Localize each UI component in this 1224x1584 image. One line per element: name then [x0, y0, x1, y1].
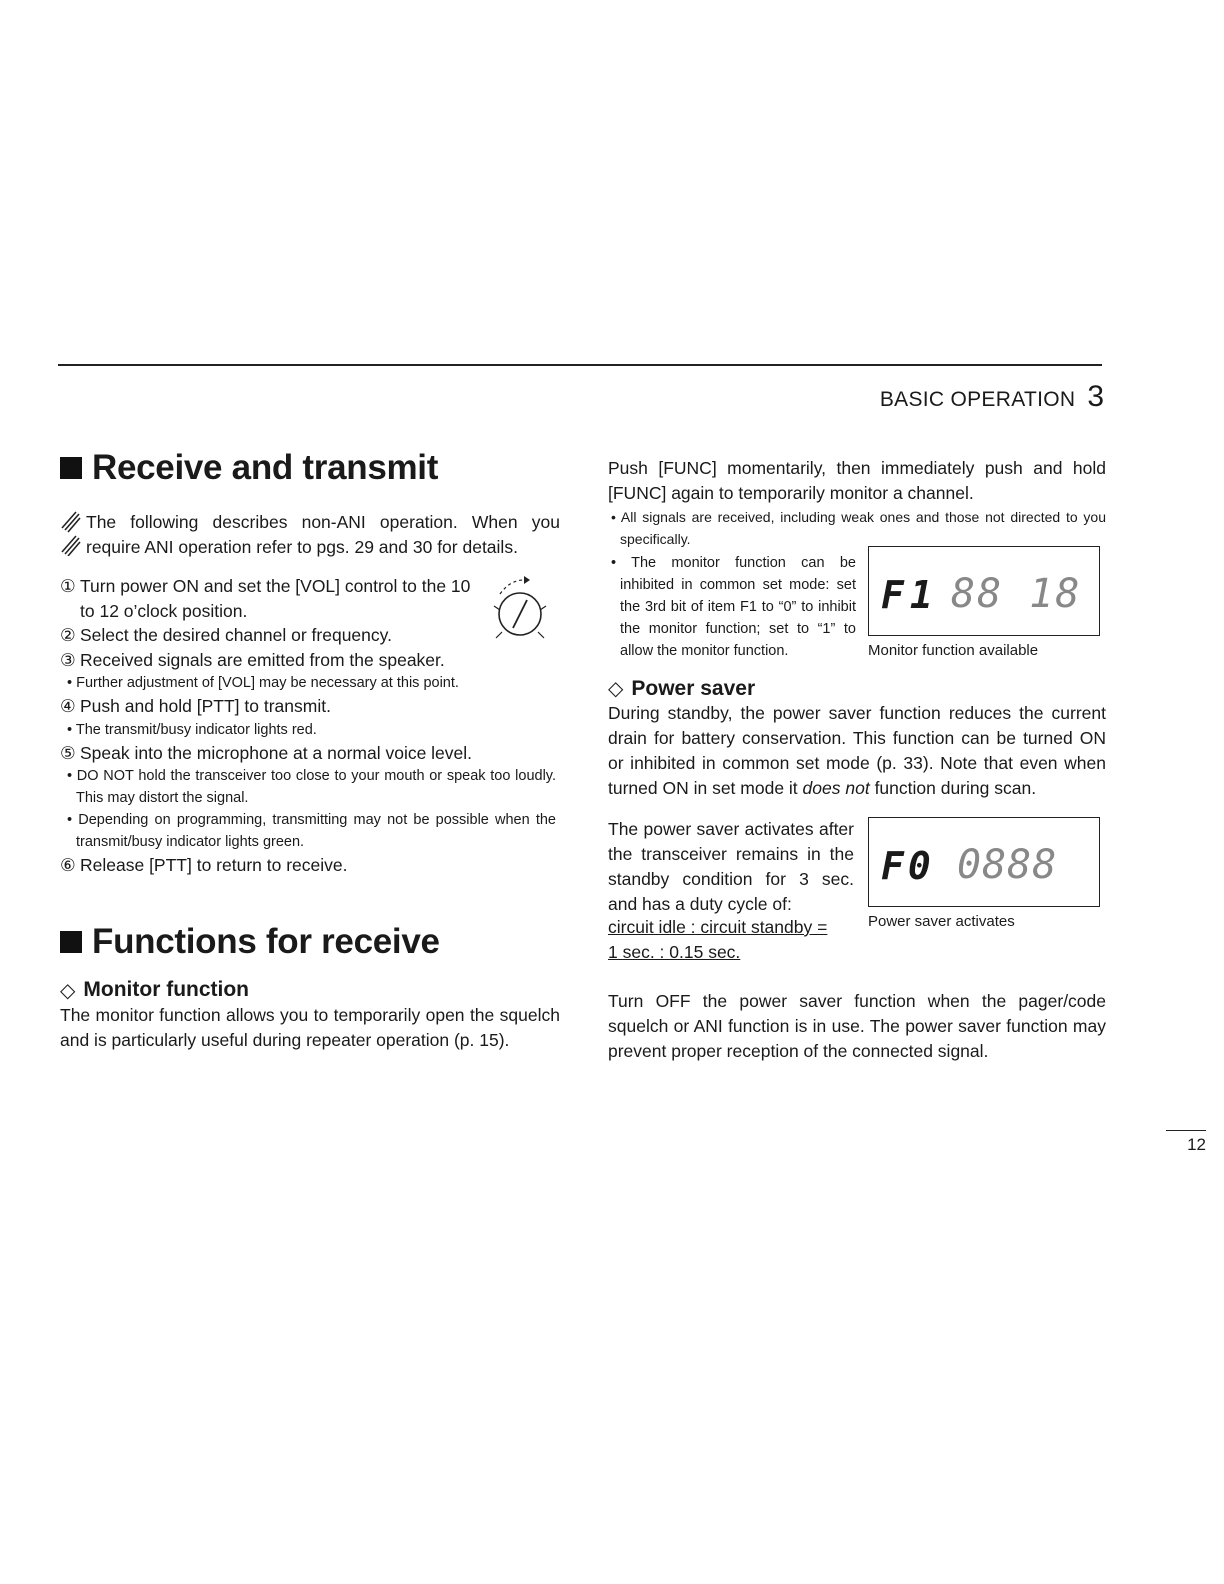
heading-power-saver: ◇ Power saver: [608, 676, 756, 700]
bullet-signals: • All signals are received, including weak ones and those not directed to you specifically.: [611, 509, 1106, 547]
monitor-lcd-block: [608, 552, 1106, 670]
bullet-too-close: • DO NOT hold the transceiver too close to your mouth or speak too loudly. This may distort the signal.: [67, 768, 556, 806]
duty-line-1: circuit idle : circuit standby =: [608, 917, 828, 937]
step-4: ④ Push and hold [PTT] to transmit.: [60, 696, 331, 716]
monitor-text: The monitor function allows you to temporarily open the squelch and is particularly useful during repeater operation (p. 15).: [60, 1004, 560, 1050]
page-number: 12: [1166, 1130, 1206, 1155]
left-column: [60, 448, 560, 1053]
running-header: [880, 380, 1104, 414]
lcd-digits-power-saver: 0888: [957, 842, 1058, 888]
lcd-display-monitor: [868, 546, 1100, 636]
diamond-icon: ◇: [608, 678, 624, 700]
vol-knob-icon: [480, 572, 560, 652]
right-column: [608, 456, 1106, 1064]
lcd-label-f0: F0: [881, 844, 935, 888]
power-saver-text: During standby, the power saver function reduces the current drain for battery conservation. This function can be turned ON or inhibited in common set mode (p. 33). Note that even when turned ON in set mode it does not function during scan.: [608, 703, 1106, 798]
turn-off-text: Turn OFF the power saver function when the pager/code squelch or ANI function is in use. The power saver function may prevent proper reception of the connected signal.: [608, 991, 1106, 1061]
step-2: ② Select the desired channel or frequency.: [60, 625, 392, 645]
step-3: ③ Received signals are emitted from the speaker.: [60, 649, 445, 670]
heading-functions-receive: Functions for receive: [60, 922, 560, 962]
bullet-red: • The transmit/busy indicator lights red.: [67, 721, 317, 738]
lcd-label-f1: F1: [881, 573, 939, 617]
push-func-text: Push [FUNC] momentarily, then immediately push and hold [FUNC] again to temporarily monitor a channel.: [608, 458, 1106, 503]
header-rule: [58, 364, 1102, 366]
lcd-digits-monitor: 88 18: [951, 571, 1082, 617]
step-6: ⑥ Release [PTT] to return to receive.: [60, 855, 348, 875]
power-lcd-block: [608, 817, 1106, 967]
caption-monitor: Monitor function available: [868, 642, 1039, 659]
bullet-vol: • Further adjustment of [VOL] may be necessary at this point.: [67, 675, 459, 691]
section-title: BASIC OPERATION: [879, 388, 1076, 411]
activates-text: The power saver activates after the transceiver remains in the standby condition for 3 sec. and has a duty cycle of:: [608, 819, 854, 914]
caption-power-saver: Power saver activates: [868, 913, 1015, 930]
note-hatch-icon: [60, 510, 82, 556]
section-number: 3: [1087, 380, 1104, 413]
bullet-programming: • Depending on programming, transmitting may not be possible when the transmit/busy indicator lights green.: [67, 812, 556, 850]
step-5: ⑤ Speak into the microphone at a normal voice level.: [60, 742, 473, 763]
duty-line-2: 1 sec. : 0.15 sec.: [608, 942, 741, 962]
ani-note: The following describes non-ANI operation. When you require ANI operation refer to pgs. 29 and 30 for details.: [60, 510, 560, 560]
heading-receive-transmit: Receive and transmit: [60, 448, 560, 488]
square-bullet-icon: [60, 931, 82, 953]
lcd-display-power-saver: [868, 817, 1100, 907]
step-1: ① Turn power ON and set the [VOL] control to the 10 to 12 o’clock position.: [60, 576, 471, 621]
bullet-inhibit: • The monitor function can be inhibited in common set mode: set the 3rd bit of item F1 to “0” to inhibit the monitor function; set to “1” to allow the monitor function.: [611, 555, 856, 659]
diamond-icon: ◇: [60, 979, 76, 1002]
step-list: [60, 574, 560, 878]
square-bullet-icon: [60, 457, 82, 479]
heading-monitor-function: ◇ Monitor function: [60, 978, 250, 1002]
